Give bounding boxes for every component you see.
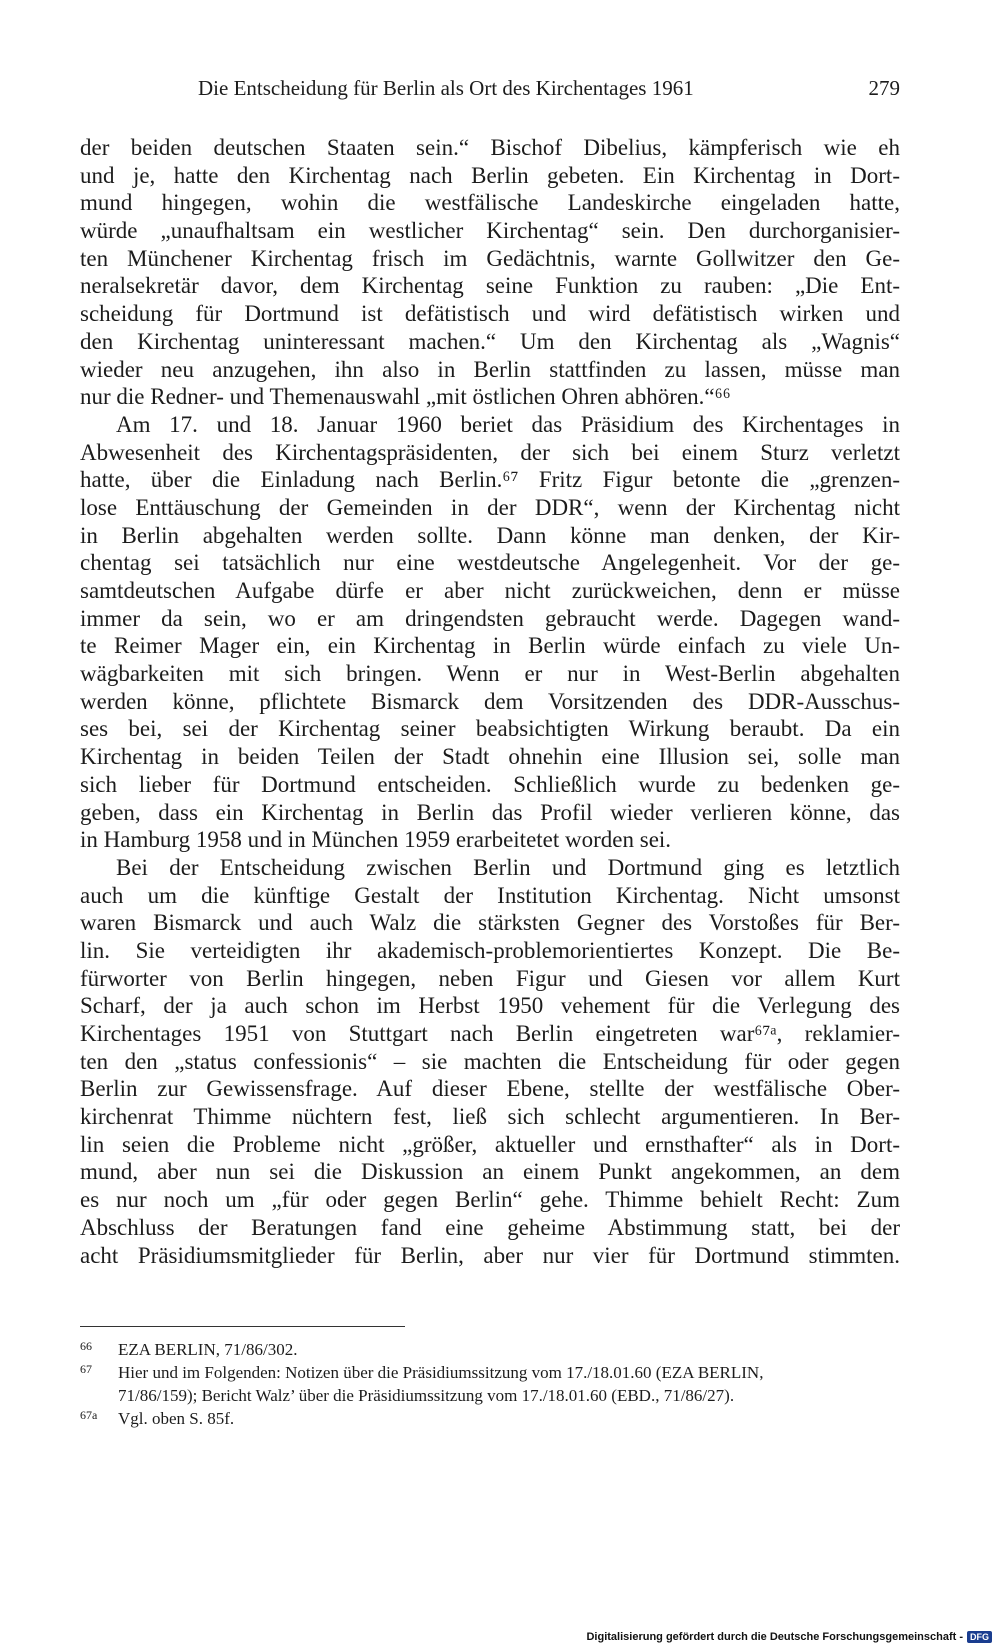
- text-line: Kirchentages 1951 von Stuttgart nach Berlin eingetreten war⁶⁷ᵃ, reklamier-: [80, 1021, 900, 1046]
- text-line: geben, dass ein Kirchentag in Berlin das Profil wieder verlieren könne, das: [80, 799, 900, 825]
- text-line: lose Enttäuschung der Gemeinden in der DDR“, wenn der Kirchentag nicht: [80, 494, 900, 520]
- text-line: waren Bismarck und auch Walz die stärksten Gegner des Vorstoßes für Ber-: [80, 910, 900, 936]
- text-line: hatte, über die Einladung nach Berlin.⁶⁷ Fritz Figur betonte die „grenzen-: [80, 467, 900, 493]
- text-line: würde „unaufhaltsam ein westlicher Kirchentag“ sein. Den durchorganisier-: [80, 218, 900, 244]
- page-number: 279: [868, 76, 900, 100]
- text-line: fürworter von Berlin hingegen, neben Figur und Giesen vor allem Kurt: [80, 965, 900, 991]
- footnote-number: 66: [80, 1339, 92, 1353]
- text-line: wägbarkeiten mit sich bringen. Wenn er nur in West-Berlin abgehalten: [80, 661, 900, 687]
- text-line: lin seien die Probleme nicht „größer, aktueller und ernsthafter“ als in Dort-: [80, 1131, 900, 1157]
- text-line: mund, aber nun sei die Diskussion an einem Punkt angekommen, an dem: [80, 1159, 900, 1185]
- footnote-67: [80, 1361, 900, 1384]
- text-line: mund hingegen, wohin die westfälische Landeskirche eingeladen hatte,: [80, 190, 900, 216]
- text-line: lin. Sie verteidigten ihr akademisch-problemorientiertes Konzept. Die Be-: [80, 937, 900, 963]
- footnote-67-continued: [80, 1384, 900, 1407]
- text-line: wieder neu anzugehen, ihn also in Berlin stattfinden zu lassen, müsse man: [80, 356, 900, 382]
- footnote-66: [80, 1338, 900, 1361]
- text-line: scheidung für Dortmund ist defätistisch und wird defätistisch wirken und: [80, 301, 900, 327]
- footnote-67a: [80, 1407, 900, 1430]
- credit-text: Digitalisierung gefördert durch die Deutsche Forschungsgemeinschaft -: [586, 1631, 963, 1643]
- text-line: immer da sein, wo er am dringendsten gebraucht werde. Dagegen wand-: [80, 605, 900, 631]
- text-line: Kirchentag in beiden Teilen der Stadt ohnehin eine Illusion sei, solle man: [80, 744, 900, 770]
- text-line: chentag sei tatsächlich nur eine westdeutsche Angelegenheit. Vor der ge-: [80, 550, 900, 576]
- text-line: Abwesenheit des Kirchentagspräsidenten, der sich bei einem Sturz verletzt: [80, 439, 900, 465]
- text-line: sich lieber für Dortmund entscheiden. Schließlich wurde zu bedenken ge-: [80, 771, 900, 797]
- digitization-credit: [586, 1628, 992, 1646]
- text-line: und je, hatte den Kirchentag nach Berlin gebeten. Ein Kirchentag in Dort-: [80, 162, 900, 188]
- text-line: Am 17. und 18. Januar 1960 beriet das Präsidium des Kirchentages in: [116, 411, 900, 437]
- footnote-text: Hier und im Folgenden: Notizen über die Präsidiumssitzung vom 17./18.01.60 (EZA BERLIN,: [118, 1363, 764, 1382]
- body-text: [80, 134, 900, 1269]
- text-line: neralsekretär davor, dem Kirchentag seine Funktion zu rauben: „Die Ent-: [80, 273, 900, 299]
- text-line: in Berlin abgehalten werden sollte. Dann könne man denken, der Kir-: [80, 522, 900, 548]
- footnote-text: 71/86/159); Bericht Walz’ über die Präsidiumssitzung vom 17./18.01.60 (EBD., 71/86/27).: [118, 1386, 735, 1405]
- text-line: acht Präsidiumsmitglieder für Berlin, aber nur vier für Dortmund stimmten.: [80, 1242, 900, 1268]
- running-title: Die Entscheidung für Berlin als Ort des Kirchentages 1961: [198, 76, 694, 100]
- text-line: es nur noch um „für oder gegen Berlin“ gehe. Thimme behielt Recht: Zum: [80, 1187, 900, 1213]
- footnote-text: Vgl. oben S. 85f.: [118, 1409, 235, 1428]
- footnote-number: 67a: [80, 1408, 98, 1422]
- running-header: [80, 76, 900, 108]
- text-line: Scharf, der ja auch schon im Herbst 1950 vehement für die Verlegung des: [80, 993, 900, 1019]
- text-line: werden könne, pflichtete Bismarck dem Vorsitzenden des DDR-Ausschus-: [80, 688, 900, 714]
- text-line: Berlin zur Gewissensfrage. Auf dieser Ebene, stellte der westfälische Ober-: [80, 1076, 900, 1102]
- footnote-text: EZA BERLIN, 71/86/302.: [118, 1340, 298, 1359]
- text-line: ten Münchener Kirchentag frisch im Gedächtnis, warnte Gollwitzer den Ge-: [80, 245, 900, 271]
- text-line: auch um die künftige Gestalt der Institution Kirchentag. Nicht umsonst: [80, 882, 900, 908]
- text-line: in Hamburg 1958 und in München 1959 erarbeitetet worden sei.: [80, 827, 672, 853]
- footnote-divider: [80, 1326, 405, 1327]
- text-line: te Reimer Mager ein, ein Kirchentag in Berlin würde einfach zu viele Un-: [80, 633, 900, 659]
- text-line: kirchenrat Thimme nüchtern fest, ließ sich schlecht argumentieren. In Ber-: [80, 1104, 900, 1130]
- footnote-number: 67: [80, 1362, 92, 1376]
- text-line: ses bei, sei der Kirchentag seiner beabsichtigten Wirkung beraubt. Da ein: [80, 716, 900, 742]
- text-line: Bei der Entscheidung zwischen Berlin und Dortmund ging es letztlich: [116, 854, 900, 880]
- text-line: der beiden deutschen Staaten sein.“ Bischof Dibelius, kämpferisch wie eh: [80, 135, 900, 160]
- text-line: nur die Redner- und Themenauswahl „mit östlichen Ohren abhören.“⁶⁶: [80, 384, 731, 410]
- text-line: ten den „status confessionis“ – sie machten die Entscheidung für oder gegen: [80, 1048, 900, 1074]
- footnotes: [80, 1338, 900, 1430]
- text-line: den Kirchentag uninteressant machen.“ Um den Kirchentag als „Wagnis“: [80, 328, 900, 354]
- text-line: Abschluss der Beratungen fand eine geheime Abstimmung statt, bei der: [80, 1214, 900, 1240]
- dfg-logo: DFG: [967, 1631, 992, 1643]
- text-line: samtdeutschen Aufgabe dürfe er aber nicht zurückweichen, denn er müsse: [80, 578, 900, 603]
